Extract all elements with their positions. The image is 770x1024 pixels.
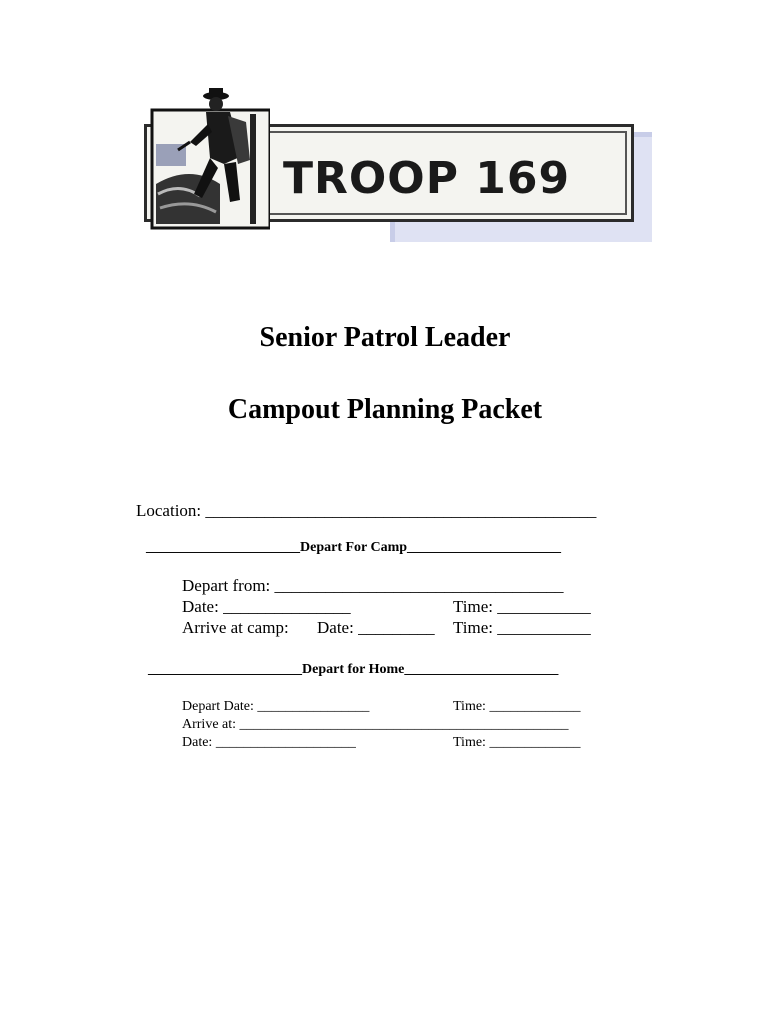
depart-from-field[interactable]: Depart from: __________________________________ — [182, 576, 564, 595]
page-subtitle: Campout Planning Packet — [227, 394, 543, 425]
home-depart-time-field[interactable]: Time: _____________ — [453, 699, 581, 714]
depart-date-field[interactable]: Date: _______________ — [182, 597, 351, 616]
arrive-time-field[interactable]: Time: ___________ — [453, 618, 591, 637]
arrive-date-field[interactable]: Date: _________ — [317, 618, 435, 637]
depart-for-home-heading: ______________________Depart for Home______________________ — [148, 662, 559, 677]
home-time-field[interactable]: Time: _____________ — [453, 735, 581, 750]
arrive-at-camp-label: Arrive at camp: — [182, 618, 289, 637]
depart-for-camp-heading: ______________________Depart For Camp______________________ — [146, 540, 562, 555]
location-field[interactable]: Location: ______________________________________________ — [136, 501, 597, 520]
home-arrive-at-field[interactable]: Arrive at: _______________________________________________ — [182, 717, 569, 732]
troop-logo — [140, 84, 650, 254]
page-title: Senior Patrol Leader — [259, 322, 511, 353]
logo-text: TROOP 169 — [283, 153, 571, 204]
home-date-field[interactable]: Date: ____________________ — [182, 735, 356, 750]
depart-time-field[interactable]: Time: ___________ — [453, 597, 591, 616]
home-depart-date-field[interactable]: Depart Date: ________________ — [182, 699, 370, 714]
hiker-illustration-icon — [150, 84, 270, 234]
